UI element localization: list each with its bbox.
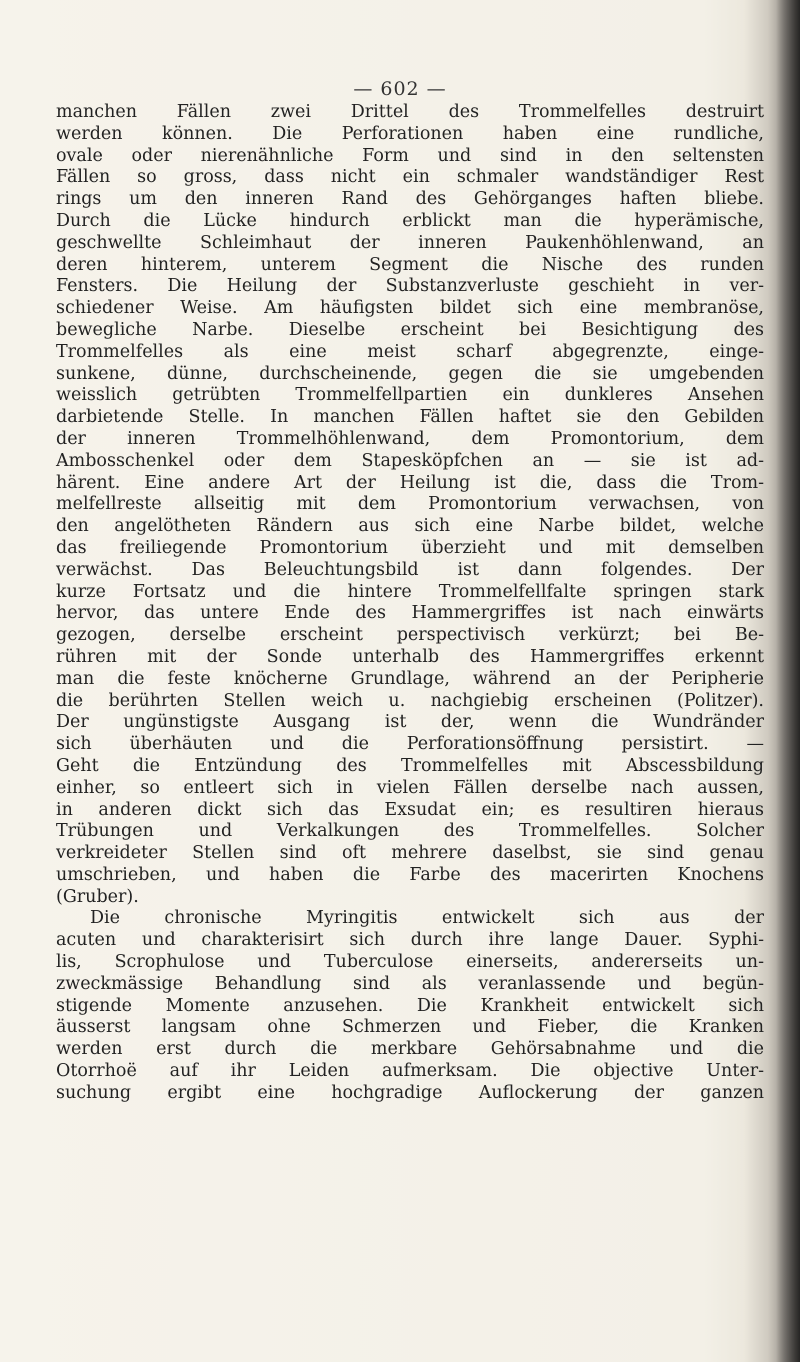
text-line: Otorrhoë auf ihr Leiden aufmerksam. Die objective Unter- (56, 1061, 764, 1082)
text-line: rühren mit der Sonde unterhalb des Hammergriffes erkennt (56, 646, 764, 667)
text-line: ovale oder nierenähnliche Form und sind in den seltensten (56, 145, 764, 166)
paragraph-start-line: Die chronische Myringitis entwickelt sich aus der (90, 908, 764, 929)
text-line: Fällen so gross, dass nicht ein schmaler wandständiger Rest (56, 167, 764, 188)
text-line: einher, so entleert sich in vielen Fällen derselbe nach aussen, (56, 777, 764, 798)
text-line: lis, Scrophulose und Tuberculose einerseits, andererseits un- (56, 952, 764, 973)
text-line: härent. Eine andere Art der Heilung ist die, dass die Trom- (56, 472, 764, 493)
text-line: Durch die Lücke hindurch erblickt man die hyperämische, (56, 210, 764, 231)
text-line: manchen Fällen zwei Drittel des Trommelfelles destruirt (56, 102, 764, 122)
text-line: in anderen dickt sich das Exsudat ein; es resultiren hieraus (56, 799, 764, 820)
text-line: suchung ergibt eine hochgradige Auflockerung der ganzen (56, 1082, 764, 1103)
text-line: Trommelfelles als eine meist scharf abgegrenzte, einge- (56, 341, 764, 362)
page-edge-shadow (776, 0, 800, 1362)
body-text (56, 102, 764, 1105)
text-line: deren hinterem, unterem Segment die Nische des runden (56, 254, 764, 275)
text-line: werden können. Die Perforationen haben eine rundliche, (56, 123, 764, 144)
text-line: (Gruber). (56, 886, 139, 907)
text-line: rings um den inneren Rand des Gehörganges haften bliebe. (56, 189, 764, 210)
text-line: geschwellte Schleimhaut der inneren Paukenhöhlenwand, an (56, 232, 764, 253)
text-line: Der ungünstigste Ausgang ist der, wenn die Wundränder (56, 712, 764, 733)
page-number: — 602 — (353, 78, 447, 100)
text-line: acuten und charakterisirt sich durch ihre lange Dauer. Syphi- (56, 930, 764, 951)
text-line: umschrieben, und haben die Farbe des macerirten Knochens (56, 864, 764, 885)
text-line: der inneren Trommelhöhlenwand, dem Promontorium, dem (56, 428, 764, 449)
text-line: verkreideter Stellen sind oft mehrere daselbst, sie sind genau (56, 843, 764, 864)
text-line: den angelötheten Rändern aus sich eine Narbe bildet, welche (56, 516, 764, 537)
text-line: zweckmässige Behandlung sind als veranlassende und begün- (56, 973, 764, 994)
text-line: weisslich getrübten Trommelfellpartien ein dunkleres Ansehen (56, 385, 764, 406)
text-line: das freiliegende Promontorium überzieht und mit demselben (56, 537, 764, 558)
text-line: Fensters. Die Heilung der Substanzverluste geschieht in ver- (56, 276, 764, 297)
text-line: hervor, das untere Ende des Hammergriffes ist nach einwärts (56, 603, 764, 624)
text-line: Ambosschenkel oder dem Stapesköpfchen an — sie ist ad- (56, 450, 764, 471)
text-line: kurze Fortsatz und die hintere Trommelfellfalte springen stark (56, 581, 764, 602)
text-line: verwächst. Das Beleuchtungsbild ist dann folgendes. Der (56, 559, 764, 580)
text-line: äusserst langsam ohne Schmerzen und Fieber, die Kranken (56, 1017, 764, 1038)
text-line: man die feste knöcherne Grundlage, während an der Peripherie (56, 668, 764, 689)
text-line: melfellreste allseitig mit dem Promontorium verwachsen, von (56, 494, 764, 515)
text-line: sunkene, dünne, durchscheinende, gegen die sie umgebenden (56, 363, 764, 384)
text-line: bewegliche Narbe. Dieselbe erscheint bei Besichtigung des (56, 319, 764, 340)
text-line: sich überhäuten und die Perforationsöffnung persistirt. — (56, 734, 764, 755)
text-line: schiedener Weise. Am häufigsten bildet sich eine membranöse, (56, 298, 764, 319)
text-line: stigende Momente anzusehen. Die Krankheit entwickelt sich (56, 995, 764, 1016)
text-line: gezogen, derselbe erscheint perspectivisch verkürzt; bei Be- (56, 625, 764, 646)
text-line: die berührten Stellen weich u. nachgiebig erscheinen (Politzer). (56, 690, 764, 711)
text-line: darbietende Stelle. In manchen Fällen haftet sie den Gebilden (56, 407, 764, 428)
text-line: Geht die Entzündung des Trommelfelles mit Abscessbildung (56, 755, 764, 776)
text-line: Trübungen und Verkalkungen des Trommelfelles. Solcher (56, 821, 764, 842)
text-line: werden erst durch die merkbare Gehörsabnahme und die (56, 1039, 764, 1060)
